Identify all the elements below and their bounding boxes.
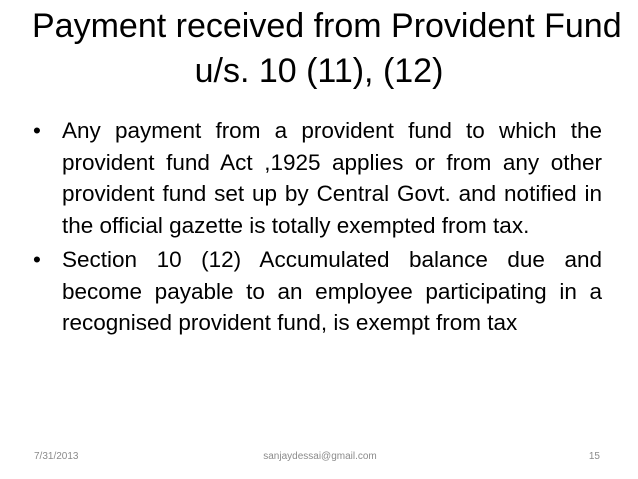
bullet-item-1 [30,115,602,241]
slide-title-line-2: u/s. 10 (11), (12) [194,52,444,90]
bullet-item-2 [30,244,602,339]
bullet-icon: • [33,247,41,272]
bullet-text-2: Section 10 (12) Accumulated balance due and become payable to an employee participating in a recognised provident fund, is exempt from tax [62,247,602,335]
slide-title [32,4,622,94]
footer-email: sanjaydessai@gmail.com [263,451,377,462]
footer-page-number: 15 [588,451,600,462]
bullet-list [30,115,602,342]
bullet-icon: • [33,118,41,143]
footer-date: 7/31/2013 [34,451,79,462]
slide-title-line-1: Payment received from Provident Fund [32,7,622,45]
bullet-text-1: Any payment from a provident fund to which the provident fund Act ,1925 applies or from any other provident fund set up by Central Govt. and notified in the official gazette is totally exempted from tax. [62,118,602,238]
